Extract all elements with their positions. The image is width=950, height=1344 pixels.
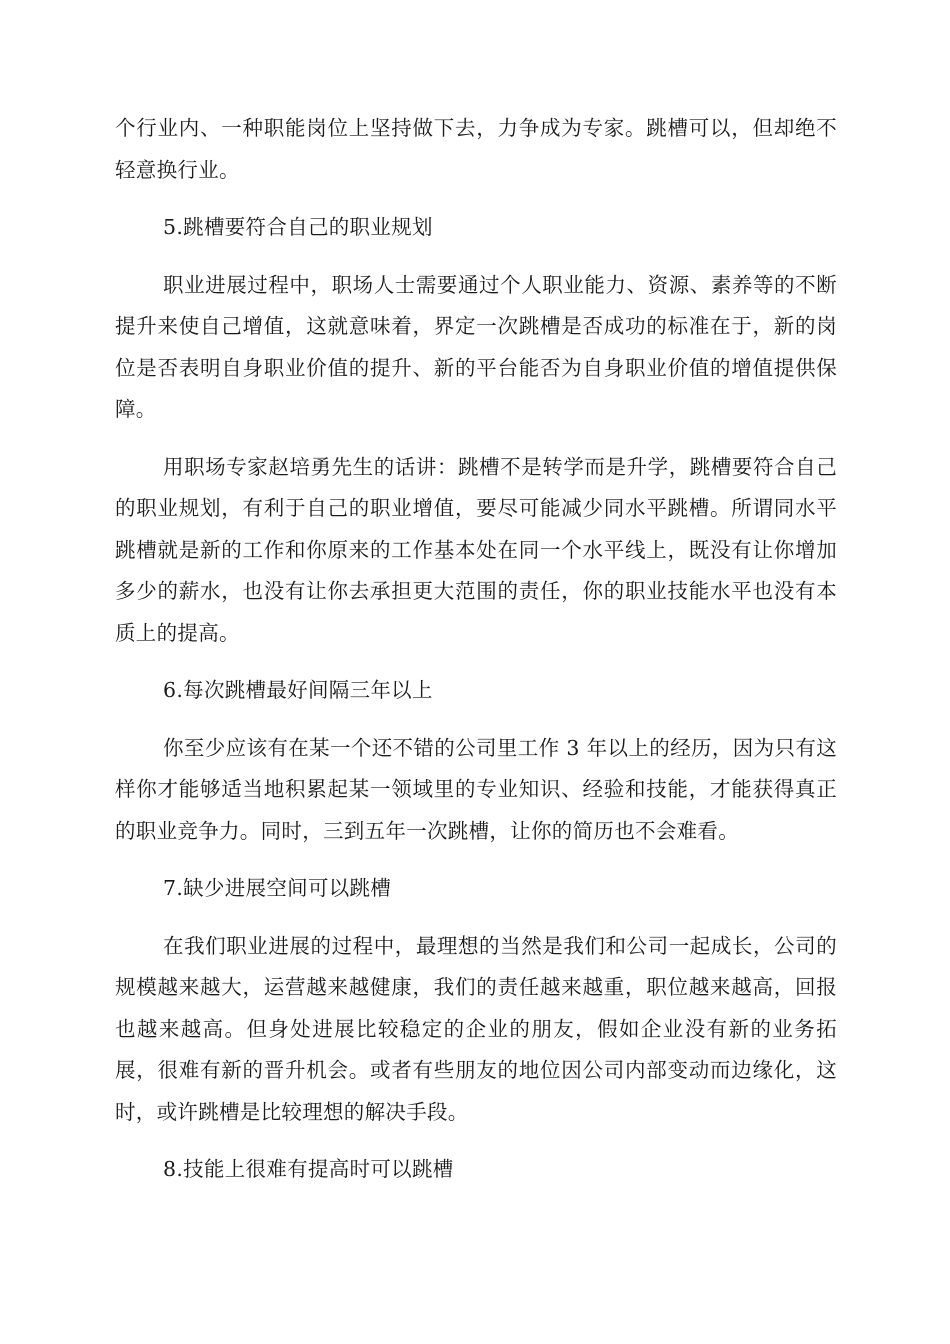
section-heading-5: 5.跳槽要符合自己的职业规划 [163, 215, 433, 239]
section-heading-6: 6.每次跳槽最好间隔三年以上 [163, 678, 433, 702]
paragraph-continued: 个行业内、一种职能岗位上坚持做下去，力争成为专家。跳槽可以，但却绝不轻意换行业。 [115, 116, 837, 182]
section-heading-7: 7.缺少进展空间可以跳槽 [163, 876, 392, 900]
paragraph: 你至少应该有在某一个还不错的公司里工作 3 年以上的经历，因为只有这样你才能够适当地积累起某一领域里的专业知识、经验和技能，才能获得真正的职业竞争力。同时，三到五年一次跳槽，让你的简历也不会难看。 [115, 735, 837, 843]
paragraph: 用职场专家赵培勇先生的话讲：跳槽不是转学而是升学，跳槽要符合自己的职业规划，有利于自己的职业增值，要尽可能减少同水平跳槽。所谓同水平跳槽就是新的工作和你原来的工作基本处在同一个水平线上，既没有让你增加多少的薪水，也没有让你去承担更大范围的责任，你的职业技能水平也没有本质上的提高。 [115, 454, 837, 645]
section-heading-8: 8.技能上很难有提高时可以跳槽 [163, 1157, 454, 1181]
paragraph: 职业进展过程中，职场人士需要通过个人职业能力、资源、素养等的不断提升来使自己增值，这就意味着，界定一次跳槽是否成功的标准在于，新的岗位是否表明自身职业价值的提升、新的平台能否为自身职业价值的增值提供保障。 [115, 272, 837, 421]
paragraph: 在我们职业进展的过程中，最理想的当然是我们和公司一起成长，公司的规模越来越大，运营越来越健康，我们的责任越来越重，职位越来越高，回报也越来越高。但身处进展比较稳定的企业的朋友，假如企业没有新的业务拓展，很难有新的晋升机会。或者有些朋友的地位因公司内部变动而边缘化，这时，或许跳槽是比较理想的解决手段。 [115, 933, 837, 1124]
document-body [115, 108, 837, 1207]
